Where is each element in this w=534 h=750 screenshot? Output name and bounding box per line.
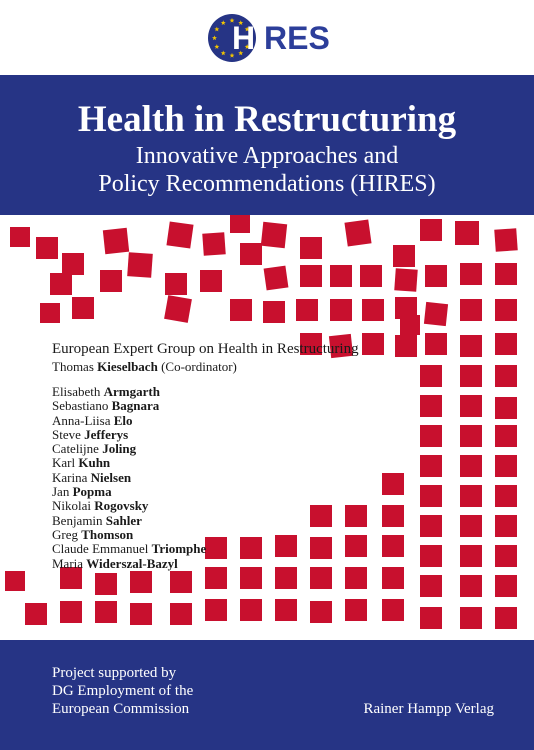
mosaic-square [360, 265, 382, 287]
mosaic-square [261, 222, 287, 248]
mosaic-square [25, 603, 47, 625]
book-title: Health in Restructuring [77, 99, 457, 140]
member-surname: Nielsen [90, 469, 132, 485]
mosaic-square [100, 270, 122, 292]
member-surname: Sahler [105, 512, 142, 528]
mosaic-square [420, 425, 442, 447]
mosaic-square [330, 265, 352, 287]
mosaic-square [200, 270, 222, 292]
member-first-name: Anna-Liisa [52, 412, 114, 428]
member-surname: Joling [102, 441, 137, 457]
mosaic-square [425, 265, 447, 287]
expert-group-block [52, 340, 412, 571]
mosaic-square [230, 215, 250, 233]
mosaic-square [495, 545, 517, 567]
mosaic-square [420, 515, 442, 537]
mosaic-square [95, 601, 117, 623]
member-surname: Popma [72, 484, 112, 500]
mosaic-square [455, 221, 479, 245]
member-name [52, 414, 412, 428]
mosaic-square [330, 299, 352, 321]
member-first-name: Maria [52, 555, 87, 571]
mosaic-square [60, 601, 82, 623]
mosaic-square [460, 425, 482, 447]
mosaic-square [460, 607, 482, 629]
member-first-name: Greg [52, 526, 82, 542]
mosaic-square [495, 365, 517, 387]
mosaic-square [495, 575, 517, 597]
mosaic-square [310, 601, 332, 623]
member-first-name: Benjamin [52, 512, 106, 528]
mosaic-square [36, 237, 58, 259]
book-subtitle-line-1: Innovative Approaches and [135, 143, 399, 169]
mosaic-square [165, 273, 187, 295]
mosaic-square [495, 515, 517, 537]
member-surname: Triomphe [151, 541, 207, 557]
mosaic-square [460, 455, 482, 477]
member-surname: Bagnara [111, 398, 160, 414]
mosaic-square [240, 243, 262, 265]
mosaic-square [275, 599, 297, 621]
mosaic-square [460, 545, 482, 567]
member-name [52, 528, 412, 542]
mosaic-square [495, 333, 517, 355]
mosaic-square [400, 315, 420, 335]
member-first-name: Elisabeth [52, 384, 104, 399]
member-name [52, 557, 412, 571]
support-line-1: Project supported by [52, 665, 177, 681]
mosaic-square [420, 219, 442, 241]
mosaic-square [495, 607, 517, 629]
mosaic-square [495, 299, 517, 321]
mosaic-square [103, 228, 129, 254]
mosaic-square [230, 299, 252, 321]
coordinator-first-name: Thomas [52, 359, 98, 374]
expert-group-title: European Expert Group on Health in Restructuring [52, 341, 359, 357]
member-first-name: Claude Emmanuel [52, 541, 152, 557]
member-surname: Widerszal-Bazyl [86, 555, 178, 571]
member-name [52, 485, 412, 499]
mosaic-square [130, 571, 152, 593]
mosaic-square [240, 599, 262, 621]
mosaic-square [495, 485, 517, 507]
member-name [52, 442, 412, 456]
mosaic-square [420, 607, 442, 629]
mosaic-square [460, 485, 482, 507]
member-surname: Armgarth [103, 384, 160, 399]
member-first-name: Sebastiano [52, 398, 112, 414]
member-surname: Kuhn [78, 455, 111, 471]
member-surname: Jefferys [84, 426, 129, 442]
mosaic-square [10, 227, 30, 247]
member-name [52, 499, 412, 513]
member-first-name: Karina [52, 469, 91, 485]
mosaic-square [95, 573, 117, 595]
mosaic-square [460, 299, 482, 321]
mosaic-square [495, 425, 517, 447]
mosaic-square [205, 599, 227, 621]
mosaic-square [72, 297, 94, 319]
mosaic-square [40, 303, 60, 323]
mosaic-square [495, 263, 517, 285]
mosaic-square [460, 575, 482, 597]
mosaic-square [345, 599, 367, 621]
mosaic-square [130, 603, 152, 625]
logo-text-hi: HI [232, 20, 264, 56]
mosaic-square [127, 252, 153, 278]
mosaic-square [420, 575, 442, 597]
mosaic-square [460, 263, 482, 285]
mosaic-square [382, 599, 404, 621]
member-name [52, 385, 412, 399]
mosaic-square [344, 219, 371, 246]
mosaic-square [460, 515, 482, 537]
support-note [52, 664, 193, 718]
logo-text-res: RES [264, 20, 330, 56]
coordinator-surname: Kieselbach [97, 359, 158, 374]
mosaic-square [420, 365, 442, 387]
mosaic-square [420, 395, 442, 417]
book-subtitle-line-2: Policy Recommendations (HIRES) [98, 171, 436, 197]
coordinator-line [52, 359, 412, 375]
logo-wordmark [232, 18, 330, 58]
mosaic-square [362, 299, 384, 321]
mosaic-square [296, 299, 318, 321]
member-name [52, 514, 412, 528]
mosaic-square [420, 455, 442, 477]
member-first-name: Karl [52, 455, 79, 471]
mosaic-square [420, 545, 442, 567]
member-name [52, 471, 412, 485]
mosaic-square [50, 273, 72, 295]
mosaic-square [202, 232, 225, 255]
member-list [52, 385, 412, 571]
mosaic-square [420, 485, 442, 507]
member-first-name: Nikolai [52, 498, 95, 514]
support-line-3: European Commission [52, 701, 190, 717]
member-name [52, 428, 412, 442]
mosaic-square [263, 301, 285, 323]
mosaic-square [164, 295, 192, 323]
mosaic-square [460, 395, 482, 417]
member-surname: Elo [113, 412, 133, 428]
member-name [52, 399, 412, 413]
member-first-name: Catelijne [52, 441, 103, 457]
member-surname: Rogovsky [94, 498, 149, 514]
mosaic-square [170, 603, 192, 625]
mosaic-square [425, 333, 447, 355]
mosaic-square [170, 571, 192, 593]
mosaic-square [494, 228, 517, 251]
mosaic-square [264, 266, 289, 291]
member-surname: Thomson [81, 526, 134, 542]
mosaic-square [495, 397, 517, 419]
support-line-2: DG Employment of the [52, 683, 194, 699]
mosaic-square [394, 268, 417, 291]
publisher-name: Rainer Hampp Verlag [363, 701, 494, 717]
member-first-name: Steve [52, 426, 85, 442]
member-name [52, 542, 412, 556]
mosaic-square [5, 571, 25, 591]
mosaic-square [300, 237, 322, 259]
mosaic-square [460, 335, 482, 357]
mosaic-square [166, 221, 193, 248]
member-name [52, 456, 412, 470]
coordinator-role: (Co-ordinator) [157, 359, 237, 374]
mosaic-square [424, 302, 448, 326]
mosaic-square [300, 265, 322, 287]
mosaic-square [460, 365, 482, 387]
mosaic-square [393, 245, 415, 267]
member-first-name: Jan [52, 484, 73, 500]
mosaic-square [495, 455, 517, 477]
mosaic-square [62, 253, 84, 275]
